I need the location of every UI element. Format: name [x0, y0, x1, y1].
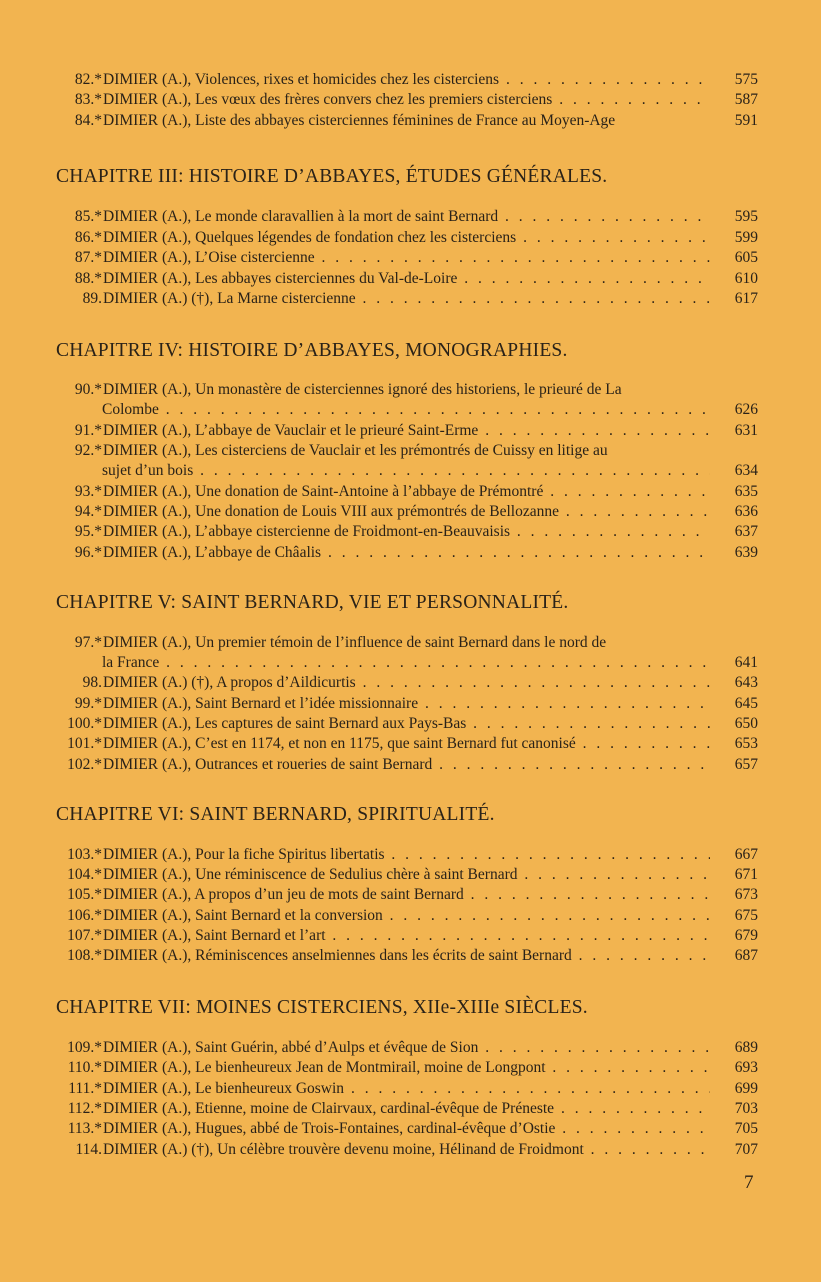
entry-page: 689	[734, 1039, 758, 1056]
entry-page: 657	[734, 756, 758, 773]
toc-entry	[58, 1119, 758, 1139]
entry-title: DIMIER (A.), Un monastère de cisterciennes ignoré des historiens, le prieuré de La	[103, 381, 622, 398]
toc-entry	[58, 906, 758, 926]
entry-number: 91.*	[74, 422, 102, 439]
entry-page: 687	[734, 947, 758, 964]
entry-page: 705	[734, 1120, 758, 1137]
entry-number: 114.	[75, 1141, 102, 1158]
entry-number: 109.*	[67, 1039, 102, 1056]
entry-title: DIMIER (A.), L’abbaye cistercienne de Froidmont-en-Beauvaisis . . .	[103, 522, 710, 542]
entry-title: DIMIER (A.), Pour la fiche Spiritus libertatis . . .	[103, 845, 710, 865]
entry-page: 675	[734, 907, 758, 924]
entry-page: 645	[734, 695, 758, 712]
toc-entry	[58, 865, 758, 885]
entry-title: DIMIER (A.), Une réminiscence de Sedulius chère à saint Bernard . . .	[103, 865, 710, 885]
toc-entry	[58, 502, 758, 522]
entry-number: 83.*	[74, 91, 102, 108]
toc-entry	[58, 248, 758, 268]
entry-page: 653	[734, 735, 758, 752]
entry-page: 636	[734, 503, 758, 520]
entry-title: DIMIER (A.), Etienne, moine de Clairvaux, cardinal-évêque de Préneste . . .	[103, 1099, 710, 1119]
entry-page: 679	[734, 927, 758, 944]
entry-page: 631	[734, 422, 758, 439]
entry-title: DIMIER (A.) (†), A propos d’Aildicurtis . . .	[103, 673, 710, 693]
entry-number: 102.*	[67, 756, 102, 773]
entry-number: 84.*	[74, 112, 102, 129]
entry-title: DIMIER (A.), Saint Bernard et l’art . . .	[103, 926, 710, 946]
toc-entry	[58, 207, 758, 227]
entry-title: sujet d’un bois . . .	[102, 461, 710, 481]
entry-number: 95.*	[74, 523, 102, 540]
entry-title: la France . . .	[102, 653, 710, 673]
entry-title: DIMIER (A.) (†), Un célèbre trouvère devenu moine, Hélinand de Froidmont . . .	[103, 1140, 710, 1160]
toc-entry	[58, 1079, 758, 1099]
entry-title: DIMIER (A.), Le monde claravallien à la mort de saint Bernard . . .	[103, 207, 710, 227]
toc-entry	[58, 543, 758, 563]
entry-page: 634	[734, 462, 758, 479]
chapter-heading: CHAPITRE VII: MOINES CISTERCIENS, XIIe-XIIIe SIÈCLES.	[56, 997, 588, 1018]
entry-page: 587	[734, 91, 758, 108]
entry-page: 641	[734, 654, 758, 671]
entry-page: 643	[734, 674, 758, 691]
entry-number: 85.*	[74, 208, 102, 225]
entry-number: 97.*	[74, 634, 102, 651]
entry-title: DIMIER (A.), Hugues, abbé de Trois-Fontaines, cardinal-évêque d’Ostie . . .	[103, 1119, 710, 1139]
toc-entry	[58, 755, 758, 775]
entry-number: 113.*	[67, 1120, 102, 1137]
entry-page: 610	[734, 270, 758, 287]
toc-entry	[58, 522, 758, 542]
chapter-heading: CHAPITRE III: HISTOIRE D’ABBAYES, ÉTUDES GÉNÉRALES.	[56, 166, 608, 187]
page-number: 7	[744, 1172, 754, 1193]
toc-entry	[58, 926, 758, 946]
toc-entry-continued	[58, 653, 758, 673]
entry-number: 98.	[82, 674, 102, 691]
toc-entry	[58, 885, 758, 905]
entry-page: 617	[734, 290, 758, 307]
entry-number: 103.*	[67, 846, 102, 863]
entry-number: 111.*	[68, 1080, 102, 1097]
entry-number: 99.*	[74, 695, 102, 712]
entry-page: 591	[734, 112, 758, 129]
chapter-heading: CHAPITRE V: SAINT BERNARD, VIE ET PERSONNALITÉ.	[56, 592, 569, 613]
entry-number: 93.*	[74, 483, 102, 500]
entry-page: 673	[734, 886, 758, 903]
toc-entry	[58, 111, 758, 131]
toc-entry	[58, 1058, 758, 1078]
entry-page: 599	[734, 229, 758, 246]
entry-title: DIMIER (A.) (†), La Marne cistercienne . . .	[103, 289, 710, 309]
entry-title: DIMIER (A.), Saint Guérin, abbé d’Aulps et évêque de Sion . . .	[103, 1038, 710, 1058]
entry-title: DIMIER (A.), L’abbaye de Châalis . . .	[103, 543, 710, 563]
toc-entry	[58, 228, 758, 248]
entry-title: DIMIER (A.), L’abbaye de Vauclair et le prieuré Saint-Erme . . .	[103, 421, 710, 441]
entry-title: DIMIER (A.), Violences, rixes et homicides chez les cisterciens . . .	[103, 70, 710, 90]
entry-page: 703	[734, 1100, 758, 1117]
toc-entry-continued	[58, 461, 758, 481]
entry-title: DIMIER (A.), A propos d’un jeu de mots de saint Bernard . . .	[103, 885, 710, 905]
entry-title: DIMIER (A.), Une donation de Louis VIII aux prémontrés de Bellozanne . . .	[103, 502, 710, 522]
entry-number: 87.*	[74, 249, 102, 266]
entry-number: 101.*	[67, 735, 102, 752]
entry-number: 96.*	[74, 544, 102, 561]
toc-entry	[58, 441, 758, 461]
entry-title: DIMIER (A.), C’est en 1174, et non en 1175, que saint Bernard fut canonisé . . .	[103, 734, 710, 754]
entry-title: DIMIER (A.), Quelques légendes de fondation chez les cisterciens . . .	[103, 228, 710, 248]
entry-title: DIMIER (A.), Liste des abbayes cisterciennes féminines de France au Moyen-Age	[103, 112, 616, 129]
entry-number: 88.*	[74, 270, 102, 287]
toc-entry	[58, 269, 758, 289]
toc-entry	[58, 633, 758, 653]
toc-entry	[58, 1038, 758, 1058]
entry-title: DIMIER (A.), Saint Bernard et la conversion . . .	[103, 906, 710, 926]
entry-page: 637	[734, 523, 758, 540]
entry-number: 100.*	[67, 715, 102, 732]
entry-number: 86.*	[74, 229, 102, 246]
entry-number: 105.*	[67, 886, 102, 903]
entry-page: 671	[734, 866, 758, 883]
toc-entry	[58, 845, 758, 865]
entry-page: 667	[734, 846, 758, 863]
chapter-heading: CHAPITRE IV: HISTOIRE D’ABBAYES, MONOGRAPHIES.	[56, 340, 568, 361]
entry-title: DIMIER (A.), Les abbayes cisterciennes du Val-de-Loire . . .	[103, 269, 710, 289]
entry-number: 82.*	[74, 71, 102, 88]
entry-number: 104.*	[67, 866, 102, 883]
entry-number: 107.*	[67, 927, 102, 944]
entry-page: 639	[734, 544, 758, 561]
entry-page: 699	[734, 1080, 758, 1097]
toc-entry	[58, 380, 758, 400]
entry-title: DIMIER (A.), Saint Bernard et l’idée missionnaire . . .	[103, 694, 710, 714]
entry-page: 575	[734, 71, 758, 88]
toc-entry	[58, 289, 758, 309]
toc-entry-continued	[58, 400, 758, 420]
entry-number: 90.*	[74, 381, 102, 398]
toc-entry	[58, 1099, 758, 1119]
entry-number: 110.*	[67, 1059, 102, 1076]
entry-title: DIMIER (A.), Outrances et roueries de saint Bernard . . .	[103, 755, 710, 775]
toc-entry	[58, 70, 758, 90]
entry-page: 605	[734, 249, 758, 266]
entry-title: DIMIER (A.), Les vœux des frères convers chez les premiers cisterciens . . .	[103, 90, 710, 110]
entry-number: 89.	[82, 290, 102, 307]
entry-number: 112.*	[67, 1100, 102, 1117]
toc-entry	[58, 946, 758, 966]
entry-number: 94.*	[74, 503, 102, 520]
entry-page: 635	[734, 483, 758, 500]
chapter-heading: CHAPITRE VI: SAINT BERNARD, SPIRITUALITÉ.	[56, 804, 495, 825]
entry-title: DIMIER (A.), Une donation de Saint-Antoine à l’abbaye de Prémontré . . .	[103, 482, 710, 502]
entry-page: 595	[734, 208, 758, 225]
toc-entry	[58, 421, 758, 441]
entry-page: 626	[734, 401, 758, 418]
entry-title: DIMIER (A.), Réminiscences anselmiennes dans les écrits de saint Bernard . . .	[103, 946, 710, 966]
entry-title: Colombe . . .	[102, 400, 710, 420]
toc-entry	[58, 90, 758, 110]
toc-entry	[58, 482, 758, 502]
entry-number: 106.*	[67, 907, 102, 924]
entry-page: 693	[734, 1059, 758, 1076]
entry-title: DIMIER (A.), Un premier témoin de l’influence de saint Bernard dans le nord de	[103, 634, 607, 651]
entry-title: DIMIER (A.), L’Oise cistercienne . . .	[103, 248, 710, 268]
entry-number: 108.*	[67, 947, 102, 964]
toc-entry	[58, 734, 758, 754]
entry-title: DIMIER (A.), Le bienheureux Goswin . . .	[103, 1079, 710, 1099]
entry-title: DIMIER (A.), Les cisterciens de Vauclair et les prémontrés de Cuissy en litige au	[103, 442, 608, 459]
toc-entry	[58, 694, 758, 714]
toc-entry	[58, 673, 758, 693]
toc-entry	[58, 1140, 758, 1160]
entry-title: DIMIER (A.), Le bienheureux Jean de Montmirail, moine de Longpont . . .	[103, 1058, 710, 1078]
entry-page: 650	[734, 715, 758, 732]
entry-page: 707	[734, 1141, 758, 1158]
entry-title: DIMIER (A.), Les captures de saint Bernard aux Pays-Bas . . .	[103, 714, 710, 734]
entry-number: 92.*	[74, 442, 102, 459]
toc-entry	[58, 714, 758, 734]
